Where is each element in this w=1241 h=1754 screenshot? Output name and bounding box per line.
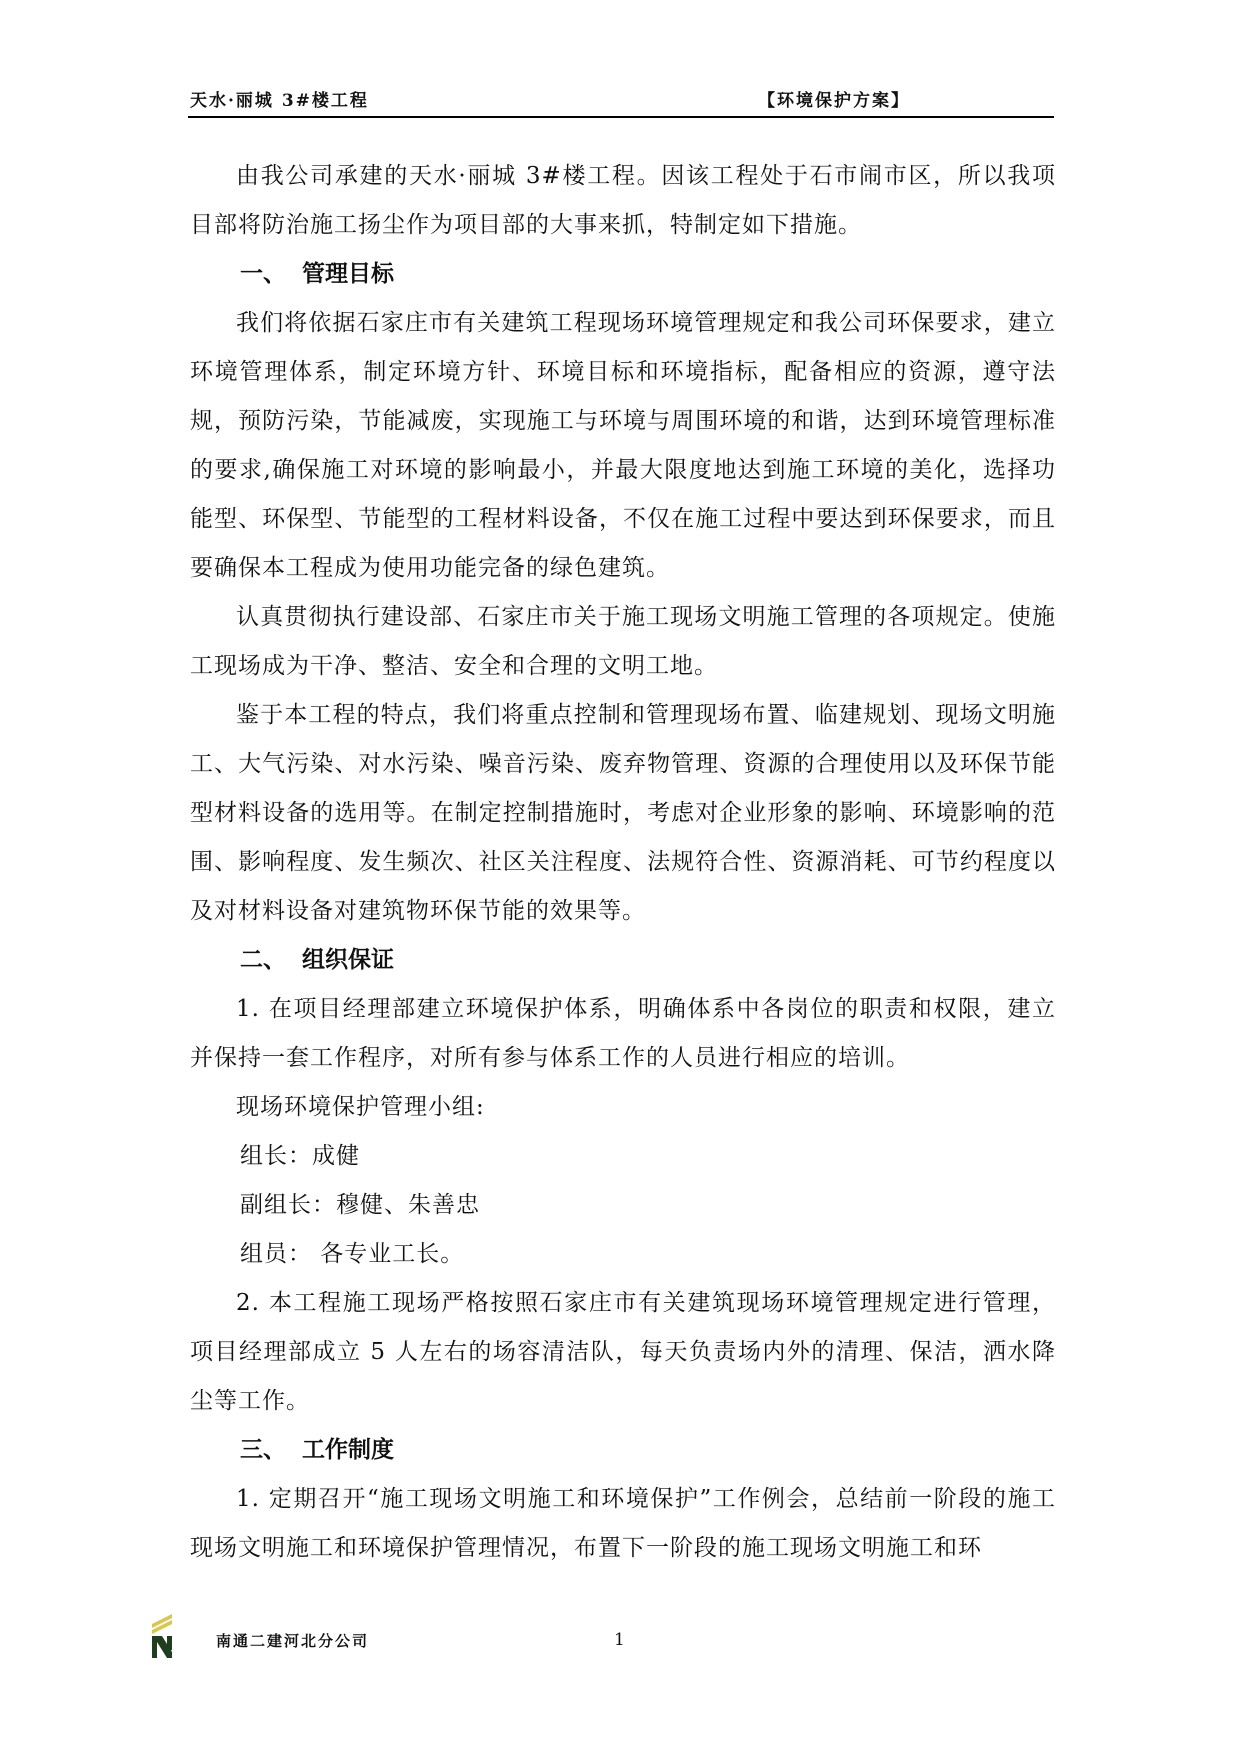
footer-company: 南通二建河北分公司 [216, 1632, 370, 1650]
section-1-number: 一、 [240, 261, 286, 287]
section-1-heading [190, 250, 1056, 299]
group-leader: 组长：成健 [240, 1143, 360, 1169]
company-logo-icon [150, 1612, 174, 1660]
header-project-title: 天水·丽城 3#楼工程 [190, 91, 369, 111]
section-2-paragraph-2: 2. 本工程施工现场严格按照石家庄市有关建筑现场环境管理规定进行管理，项目经理部成立 5 人左右的场容清洁队，每天负责场内外的清理、保洁，洒水降尘等工作。 [190, 1290, 1056, 1414]
intro-paragraph: 由我公司承建的天水·丽城 3#楼工程。因该工程处于石市闹市区，所以我项目部将防治施工扬尘作为项目部的大事来抓，特制定如下措施。 [190, 163, 1056, 238]
header-document-title: 【环境保护方案】 [758, 91, 910, 111]
section-3-number: 三、 [240, 1437, 286, 1463]
section-1-paragraph-1: 我们将依据石家庄市有关建筑工程现场环境管理规定和我公司环保要求，建立环境管理体系，制定环境方针、环境目标和环境指标，配备相应的资源，遵守法规，预防污染，节能减废，实现施工与环境与周围环境的和谐，达到环境管理标准的要求,确保施工对环境的影响最小，并最大限度地达到施工环境的美化，选择功能型、环保型、节能型的工程材料设备，不仅在施工过程中要达到环保要求，而且要确保本工程成为使用功能完备的绿色建筑。 [190, 310, 1056, 581]
section-2-heading [190, 936, 1056, 985]
section-3-title: 工作制度 [302, 1437, 394, 1463]
group-heading: 现场环境保护管理小组: [236, 1094, 485, 1120]
page-number: 1 [614, 1630, 625, 1650]
group-members: 组员： 各专业工长。 [240, 1241, 465, 1267]
section-1-title: 管理目标 [302, 261, 394, 287]
section-2-title: 组织保证 [302, 947, 394, 973]
document-body [190, 152, 1056, 1573]
section-2-number: 二、 [240, 947, 286, 973]
section-2-paragraph-1: 1. 在项目经理部建立环境保护体系，明确体系中各岗位的职责和权限，建立并保持一套工作程序，对所有参与体系工作的人员进行相应的培训。 [190, 996, 1056, 1071]
section-1-paragraph-2: 认真贯彻执行建设部、石家庄市关于施工现场文明施工管理的各项规定。使施工现场成为干净、整洁、安全和合理的文明工地。 [190, 604, 1056, 679]
section-3-heading [190, 1426, 1056, 1475]
section-3-paragraph-1: 1. 定期召开“施工现场文明施工和环境保护”工作例会，总结前一阶段的施工现场文明施工和环境保护管理情况，布置下一阶段的施工现场文明施工和环 [190, 1486, 1056, 1561]
group-deputy: 副组长：穆健、朱善忠 [240, 1192, 480, 1218]
header-divider [188, 116, 1054, 118]
section-1-paragraph-3: 鉴于本工程的特点，我们将重点控制和管理现场布置、临建规划、现场文明施工、大气污染、对水污染、噪音污染、废弃物管理、资源的合理使用以及环保节能型材料设备的选用等。在制定控制措施时，考虑对企业形象的影响、环境影响的范围、影响程度、发生频次、社区关注程度、法规符合性、资源消耗、可节约程度以及对材料设备对建筑物环保节能的效果等。 [190, 702, 1056, 924]
